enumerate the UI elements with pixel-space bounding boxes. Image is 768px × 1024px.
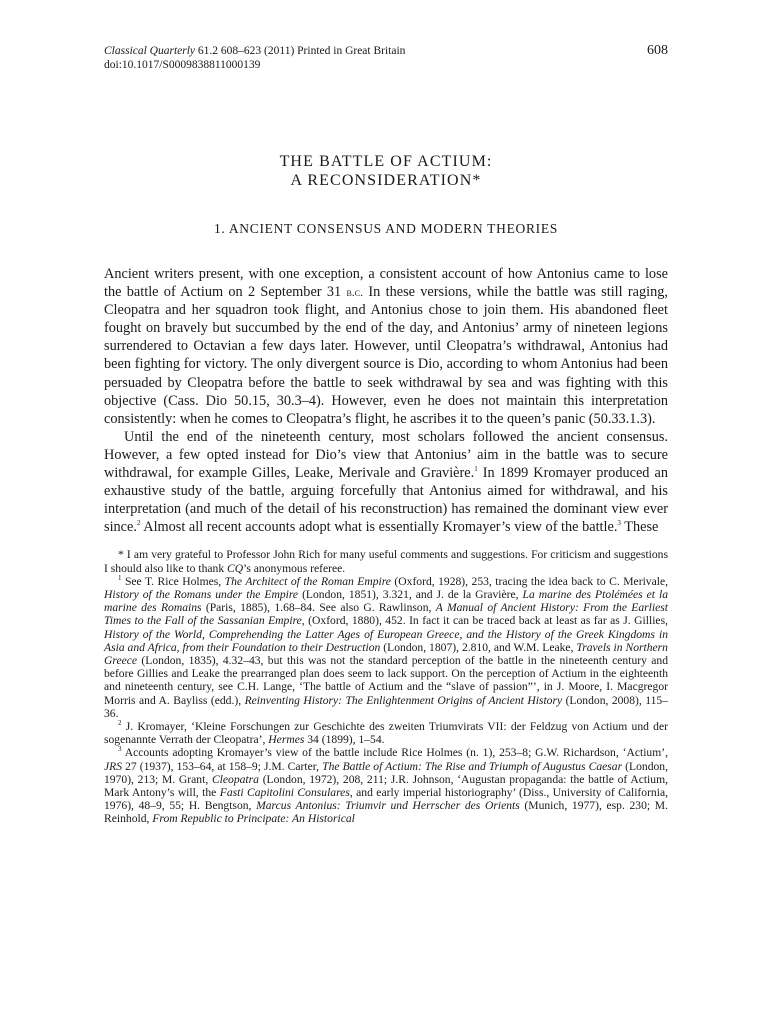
title-line-1: THE BATTLE OF ACTIUM: xyxy=(279,153,493,170)
footnote-italic: Reinventing History: The Enlightenment Origins of Ancient History xyxy=(244,693,563,707)
article-title xyxy=(104,152,668,190)
body-text xyxy=(104,265,668,536)
footnote-italic: Hermes xyxy=(268,733,305,747)
footnote-italic: History of the World, Comprehending the Latter Ages of European Greece, and the History of the Greek Kingdoms in Asia and Africa, from their Foundation to their Destruction xyxy=(104,627,668,654)
footnote-text: (London, 1835), 4.32–43, but this was not the standard perception of the battle in the nineteenth century and before Gillies and Leake the prearranged plan does seem to lack support. On the perception of Actium in the eighteenth and nineteenth century, see C.H. Lange, ‘The battle of Actium and the “slave of passion”’, in J. Moore, I. Macgregor Morris and A. Bayliss (edd.), xyxy=(104,654,668,707)
footnote-ref-2[interactable]: 2 xyxy=(136,519,141,528)
paragraph-2-text-cont2: Almost all recent accounts adopt what is essentially Kromayer’s view of the battle. xyxy=(140,519,618,536)
footnote-text: ’s anonymous referee. xyxy=(243,561,346,575)
footnote-italic: The Battle of Actium: The Rise and Triumph of Augustus Caesar xyxy=(322,759,623,773)
footnote-star xyxy=(104,548,668,574)
article-page xyxy=(104,44,668,826)
paragraph-2-text-cont3: These xyxy=(620,519,659,536)
footnote-number: 3 xyxy=(118,745,122,754)
page-number: 608 xyxy=(647,43,668,58)
footnote-text: (Paris, 1885), 1.68–84. See also G. Rawlinson, xyxy=(201,601,436,615)
footnote-text: Accounts adopting Kromayer’s view of the battle include Rice Holmes (n. 1), 253–8; G.W. Richardson, ‘Actium’, xyxy=(121,746,668,760)
paragraph-1-text: Ancient writers present, with one exception, a consistent account of how Antonius came to lose the battle of Actium on 2 September 31 xyxy=(104,266,668,301)
footnote-text: (London, 1851), 3.321, and J. de la Gravière, xyxy=(298,588,523,602)
footnote-italic: Fasti Capitolini Consulares xyxy=(219,786,350,800)
footnote-2 xyxy=(104,720,668,746)
doi: doi:10.1017/S0009838811000139 xyxy=(104,59,261,71)
footnote-text: 34 (1899), 1–54. xyxy=(304,733,385,747)
footnote-number: 1 xyxy=(118,573,122,582)
footnote-italic: JRS xyxy=(104,759,123,773)
footnote-italic: Cleopatra xyxy=(211,772,259,786)
footnote-text: (London, 1972), 208, 211; J.R. Johnson, ‘Augustan propaganda: the battle of Actium, Mark Antony’s will, the xyxy=(104,772,668,800)
footnote-3 xyxy=(104,746,668,825)
footnote-text: (Munich, 1977), esp. 230; M. Reinhold, xyxy=(104,799,668,826)
footnote-text: See T. Rice Holmes, xyxy=(121,574,225,588)
footnotes xyxy=(104,548,668,825)
paragraph-1-text-cont: In these versions, while the battle was still raging, Cleopatra and her squadron took flight, and Antonius chose to join them. His abandoned fleet fought on bravely but succumbed by the end of the day, and Antonius’ army of nineteen legions surrendered to Octavian a few days later. However, until Cleopatra’s withdrawal, Antonius had been fighting for victory. The only divergent source is Dio, according to whom Antonius had been persuaded by Cleopatra before the battle to seek withdrawal by sea and was fighting with this objective (Cass. Dio 50.15, 30.3–4). However, even he does not maintain this interpretation consistently: when he comes to Cleopatra’s flight, he ascribes it to the queen’s panic (50.33.1.3). xyxy=(104,284,669,427)
footnote-1 xyxy=(104,575,668,720)
paragraph-2 xyxy=(104,428,668,537)
paragraph-2-text: Until the end of the nineteenth century, most scholars followed the ancient consensus. However, a few opted instead for Dio’s view that Antonius’ aim in the battle was to secure withdrawal, for example Gilles, Leake, Merivale and Gravière. xyxy=(104,428,668,482)
footnote-italic: CQ xyxy=(227,561,244,575)
footnote-italic: From Republic to Principate: An Historical xyxy=(152,812,355,826)
footnote-italic: History of the Romans under the Empire xyxy=(104,588,299,602)
footnote-ref-3[interactable]: 3 xyxy=(617,519,621,528)
paragraph-2-text-cont: In 1899 Kromayer produced an exhaustive study of the battle, arguing forcefully that Antonius aimed for withdrawal, and his interpretation (and much of the detail of his reconstruction) has remained the dominant view ever since. xyxy=(104,465,668,536)
citation-details: 61.2 608–623 (2011) Printed in Great Britain xyxy=(195,45,406,57)
footnote-text: (London, 1807), 2.810, and W.M. Leake, xyxy=(380,640,577,654)
footnote-number: 2 xyxy=(118,719,122,728)
footnote-text: (London, 2008), 115–36. xyxy=(104,693,668,720)
section-heading: 1. ANCIENT CONSENSUS AND MODERN THEORIES xyxy=(213,221,559,236)
footnote-text: J. Kromayer, ‘Kleine Forschungen zur Geschichte des zweiten Triumvirats VII: der Feldzug von Actium und der sogenannte Verrath der Cleopatra’, xyxy=(104,720,668,747)
footnote-italic: La marine des Ptolémées et la marine des Romains xyxy=(104,588,668,615)
journal-citation xyxy=(104,44,668,58)
journal-name: Classical Quarterly xyxy=(104,45,196,57)
paragraph-1 xyxy=(104,265,668,428)
footnote-text: , and early imperial historiography’ (Diss., University of California, 1976), 48–9, 55; H. Bengtson, xyxy=(104,786,668,813)
footnote-italic: The Architect of the Roman Empire xyxy=(224,574,391,588)
footnote-italic: Travels in Northern Greece xyxy=(104,640,668,668)
footnote-text: (Oxford, 1928), 253, tracing the idea back to C. Merivale, xyxy=(390,574,668,588)
footnote-text: 27 (1937), 153–64, at 158–9; J.M. Carter, xyxy=(122,759,323,773)
title-line-2: A RECONSIDERATION* xyxy=(290,172,482,189)
footnote-text: , (Oxford, 1880), 452. In fact it can be traced back at least as far as J. Gillies, xyxy=(301,614,668,628)
footnote-text: * I am very grateful to Professor John Rich for many useful comments and suggestions. For criticism and suggestions I should also like to thank xyxy=(104,548,668,575)
running-header xyxy=(104,44,668,72)
footnote-italic: A Manual of Ancient History: From the Earliest Times to the Fall of the Sassanian Empire xyxy=(104,601,668,628)
footnote-text: (London, 1970), 213; M. Grant, xyxy=(104,759,668,786)
footnote-ref-1[interactable]: 1 xyxy=(474,465,478,474)
footnote-italic: Marcus Antonius: Triumvir und Herrscher des Orients xyxy=(256,799,520,813)
bc-abbrev: b.c. xyxy=(346,285,364,300)
